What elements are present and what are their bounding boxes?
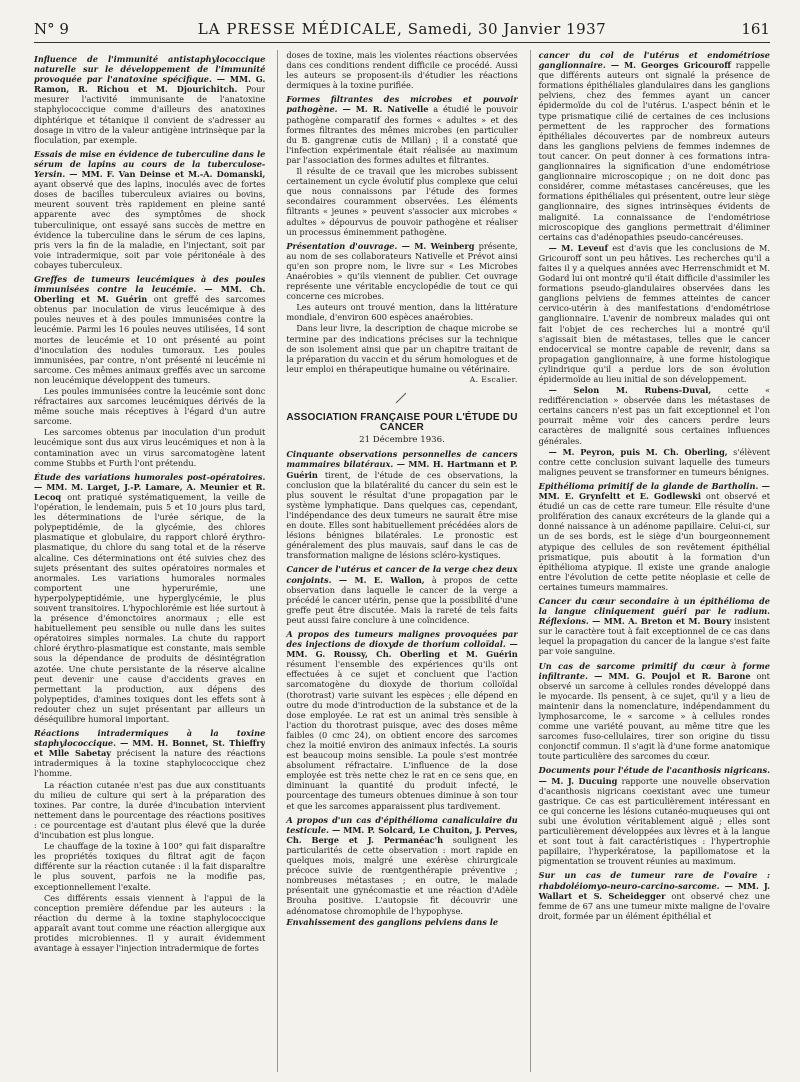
paragraph-body: ont observé et étudié un cas de cette rare tumeur. Elle résulte d'une prolifération des canaux excréteurs de la glande qui a donné naissance à un adénome papillaire. Celui-ci, sur un de ses bords, est le siège d'un bourgeonnement atypique des cellules de son revêtement épithélial prismatique, puis aboutit à la formation d'un épithélioma atypique. Il existe une grande analogie entre l'évolution de cette petite néoplasie et celle de certaines tumeurs mammaires. — [538, 491, 770, 592]
paragraph-body: ont observé un sarcome à cellules rondes développé dans le myocarde. Ils pensent, à ce sujet, qu'il y a lieu de maintenir dans la nomenclature, indépendamment du lymphosarcome, le « sarcome » à cellules rondes comme une variété pouvant, au même titre que les sarcomes fuso-cellulaires, tirer son origine du tissu conjonctif commun. Il s'agit là d'une forme anatomique toute particulière des sarcomes du cœur. — [538, 670, 770, 762]
paragraph-authors: — MM. G. Ramon, R. Richou et M. Djourichitch. — [34, 74, 266, 95]
divider-ornament — [286, 391, 517, 407]
paragraph-authors: — M. Peyron, puis M. Ch. Oberling, — [548, 446, 728, 457]
paragraph-heading: Cinquante observations personnelles de cancers mammaires bilatéraux. — [286, 449, 518, 470]
paragraph — [34, 54, 265, 145]
paragraph-authors: — M. R. Nativelle — [337, 104, 429, 115]
paragraph-body: doses de toxine, mais les violentes réactions observées dans ces conditions rendent difficile ce procédé. Aussi les auteurs se proposent-ils d'étudier les réactions dermiques à la toxine purifiée. — [286, 50, 518, 91]
paragraph-body: ayant observé que des lapins, inoculés avec de fortes doses de bacilles tuberculeux aviaires ou bovins, meurent souvent très rapidement en pleine santé apparente avec des symptômes de shock tuberculinique, ont essayé sans succès de mettre en évidence la tuberculine dans le sérum de ces lapins, pris vers la fin de la maladie, en l'injectant, soit par voie intradermique, soit par voie péritonéale à des cobayes tuberculeux. — [34, 179, 266, 270]
paragraph-authors: — M. Weinberg — [397, 240, 475, 251]
paragraph-body: est d'avis que les conclusions de M. Gricouroff sont un peu hâtives. Les recherches qu'il a faites il y a quelques années avec Herrenschmidt et M. Godard lui ont montré qu'il était difficile d'assimiler les formations pseudo-glandulaires observées dans les ganglions pelviens de femmes atteintes de cancer cervico-utérin à des manifestations d'endométriose ganglionnaire. L'avenir de nombreux malades qui ont fait l'objet de ces recherches lui a montré qu'il s'agissait bien de métastases, telles que le cancer endocervical se montre capable de revenir, dans sa propagation ganglionnaire, à une forme histologique cylindrique qu'il a perdue lors de son évolution épidermoïde au lieu initial de son développement. — [538, 242, 770, 384]
paragraph — [539, 50, 770, 242]
paragraph-heading: Formes filtrantes des microbes et pouvoir pathogène. — [286, 94, 518, 115]
paragraph-heading: Epithélioma primitif de la glande de Bartholin. — [538, 480, 759, 491]
paragraph-authors: — M. J. Ducuing — [538, 775, 618, 786]
paragraph — [286, 449, 517, 560]
paragraph — [286, 166, 517, 237]
paragraph-authors: — M. Leveuf — [548, 242, 609, 253]
paragraph-body: ont observé chez une femme de 67 ans une tumeur mixte maligne de l'ovaire droit, formée par un élément épithélial et — [538, 890, 770, 921]
paragraph-authors: — MM. G. Poujol et R. Barone — [587, 670, 751, 681]
paragraph-authors: — MM. M. Larget, J.-P. Lamare, A. Meunier et R. Lecoq — [34, 481, 266, 502]
paragraph-body: s'élèvent contre cette conclusion suivant laquelle des tumeurs malignes peuvent se transformer en tumeurs bénignes. — [538, 446, 770, 477]
paragraph-body: résument l'ensemble des expériences qu'ils ont effectuées à ce sujet et concluent que l'action sarcomatogène du dioxyde de thorium colloïdal (thorotrast) varie suivant les espèces ; elle dépend en outre du mode d'introduction de la substance et de la dose employée. Le rat est un animal très sensible à l'action du thorotrast puisque, avec des doses même faibles (0 cmc 24), on obtient encore des sarcomes chez la moitié environ des animaux infectés. La souris est beaucoup moins sensible. La poule s'est montrée absolument réfractaire. L'influence de la dose employée est très nette chez le rat en ce sens que, en diminuant la quantité du produit infecté, le pourcentage des tumeurs obtenues diminue à son tour et que les sarcomes apparaissent plus tardivement. — [286, 659, 518, 811]
paragraph-body: Les auteurs ont trouvé mention, dans la littérature mondiale, d'environ 600 espèces anaérobies. — [286, 302, 518, 323]
paragraph-body: Il résulte de ce travail que les microbes subissent certainement un cycle évolutif plus complexe que celui que nous connaissons par l'étude des formes secondaires couramment observées. Les éléments filtrants « jeunes » peuvent s'associer aux microbes « adultes » dépourvus de pouvoir pathogène et réaliser un processus éminemment pathogène. — [286, 166, 518, 237]
paragraph — [286, 917, 517, 927]
paragraph — [539, 243, 770, 384]
paragraph-heading: Essais de mise en évidence de tuberculine dans le sérum de lapins au cours de la tuberculose-Yersin. — [34, 148, 266, 180]
paragraph — [34, 728, 265, 778]
paragraph — [539, 870, 770, 920]
paragraph-body: précisent la nature des réactions intradermiques à la toxine staphylococcique chez l'homme. — [34, 748, 266, 779]
paragraph-authors: — MM. F. Van Deinse et M.-A. Domanski, — [65, 169, 266, 180]
paragraph-heading: A propos d'un cas d'épithélioma canaliculaire du testicule. — [286, 814, 518, 835]
paragraph-body: Dans leur livre, la description de chaque microbe se termine par des indications précises sur la technique de son isolement ainsi que par un chapitre traitant de la préparation du vaccin et du sérum homologues et de leur emploi en thérapeutique humaine ou vétérinaire. — [286, 323, 518, 374]
paragraph-authors: — Selon M. Rubens-Duval, — [548, 385, 712, 396]
paragraph-heading: A propos des tumeurs malignes provoquées par des injections de dioxyde de thorium colloïdal. — [286, 628, 518, 650]
paragraph — [286, 323, 517, 373]
paragraph-heading: Un cas de sarcome primitif du cœur à forme infiltrante. — [538, 660, 770, 681]
paragraph-body: rappelle que différents auteurs ont signalé la présence de formations épithéliales glandulaires dans les ganglions pelviens, chez des femmes ayant un cancer épidermoïde du col de l'utérus. L'aspect bénin et le type prismatique cilié de certaines de ces inclusions permettent de les rapprocher des formations épithéliales découvertes par de nombreux auteurs dans les ganglions pelviens de femmes indemnes de tout cancer. On peut donner à ces formations intra-ganglionnaires la signification d'une endométriose ganglionnaire microscopique ; on ne doit donc pas considérer, comme métastases cancéreuses, que les formations épithéliales qui présentent, outre leur siège ganglionnaire, des signes intrinsèques évidents de malignité. La connaissance de l'endométriose microscopique des ganglions permettrait d'éliminer certains cas d'adénopathies pseudo-cancéreuses. — [538, 60, 770, 242]
paragraph-heading: Greffes de tumeurs leucémiques à des poules immunisées contre la leucémie. — [34, 273, 266, 295]
paragraph-authors: — MM. Ch. Oberling et M. Guérin — [34, 284, 266, 305]
signature: A. Escalier. — [469, 374, 518, 384]
paragraph-body: à propos de cette observation dans laquelle le cancer de la verge a précédé le cancer utérin, pense que la possibilité d'une greffe peut être discutée. Mais la rareté de tels faits peut aussi faire conclure à une coïncidence. — [286, 574, 518, 625]
column-middle-top — [286, 50, 517, 374]
paragraph-body: a étudié le pouvoir pathogène comparatif des formes « adultes » et des formes filtrantes des mêmes microbes (en particulier du B. gangrenæ cutis de Millan) ; il a constaté que l'infection expérimentale était réalisée au maximum par l'association des formes adultes et filtrantes. — [286, 104, 518, 165]
paragraph-heading: cancer du col de l'utérus et endométriose ganglionnaire. — [538, 50, 770, 71]
paragraph-heading: Cancer du cœur secondaire à un épithélioma de la langue cliniquement guéri par le radium. Réflexions. — [538, 595, 770, 627]
page-number: 161 — [741, 20, 770, 38]
paragraph-authors: — MM. J. Wallart et S. Scheidegger — [538, 880, 770, 901]
paragraph — [286, 564, 517, 625]
paragraph-authors: — MM. H. Hartmann et P. Guérin — [286, 459, 518, 480]
paragraph-heading: Influence de l'immunité antistaphylococcique naturelle sur le développement de l'immunité provoquée par l'anatoxine spécifique. — [34, 54, 266, 85]
paragraph-body: La réaction cutanée n'est pas due aux constituants du milieu de culture qui sert à la préparation des toxines. Par contre, la durée d'incubation intervient nettement dans le pourcentage des réactions positives : ce pourcentage est d'autant plus élevé que la durée d'incubation est plus longue. — [34, 779, 266, 841]
paragraph — [539, 596, 770, 657]
paragraph — [34, 893, 265, 954]
paragraph-body: tirent, de l'étude de ces observations, la conclusion que la bilatéralité du cancer du sein est le plus souvent le résultat d'une propagation par le système lymphatique. Dans quelques cas, cependant, l'indépendance des deux tumeurs ne saurait être mise en doute. Elles sont habituellement précédées alors de lésions bénignes bilatérales. Le pronostic est généralement des plus mauvais, sauf dans le cas de transformation maligne de lésions scléro-kystiques. — [286, 469, 518, 561]
section-date: 21 Décembre 1936. — [359, 435, 445, 446]
text-columns — [34, 50, 770, 1072]
paragraph-authors: — MM. P. Solcard, Le Chuiton, J. Perves, Ch. Berge et J. Permanéac'h — [286, 824, 518, 845]
paragraph — [34, 472, 265, 724]
paragraph — [539, 481, 770, 592]
paragraph — [286, 815, 517, 916]
paragraph — [539, 765, 770, 866]
paragraph-heading: Réactions intradermiques à la toxine staphylococcique. — [34, 728, 266, 749]
paragraph-body: cette « redifférenciation » observée dans les métastases de certains cancers n'est pas un fait exceptionnel et l'on pourrait même voir des cancers perdre leurs caractères de malignité sous certaines influences générales. — [538, 385, 770, 446]
paragraph — [286, 50, 517, 90]
column-right — [530, 50, 770, 1072]
paragraph — [34, 386, 265, 426]
paragraph-body: Ces différents essais viennent à l'appui de la conception première défendue par les auteurs : la réaction du derme à la toxine staphylococcique apparaît avant tout comme une réaction allergique aux protides microbiennes. Il y aurait évidemment avantage à essayer l'injection intradermique de fortes — [34, 892, 266, 954]
paragraph — [34, 780, 265, 841]
paragraph-authors: — MM. A. Breton et M. Boury — [588, 616, 732, 627]
paragraph-body: ont greffé des sarcomes obtenus par inoculation de virus leucémique à des poules neuves et à des poules immunisées contre la leucémie. Parmi les 16 poules neuves utilisées, 14 sont mortes de leucémie et 10 ont présenté au point d'inoculation des nodules tumoraux. Les poules immunisées, par contre, n'ont présenté ni leucémie ni sarcome. Ces mêmes animaux greffés avec un sarcome non leucémique développent des tumeurs. — [34, 294, 266, 385]
paragraph-body: Les sarcomes obtenus par inoculation d'un produit leucémique sont dus aux virus leucémiques et non à la contamination avec un virus sarcomatogène latent comme Stubbs et Furth l'ont prétendu. — [34, 427, 266, 468]
paragraph-body: Les poules immunisées contre la leucémie sont donc réfractaires aux sarcomes leucémiques dérivés de la même souche mais réceptives à l'égard d'un autre sarcome. — [34, 386, 266, 427]
running-head — [34, 20, 770, 43]
section-title: ASSOCIATION FRANÇAISE POUR L'ÉTUDE DU CANCER — [286, 412, 518, 434]
column-middle — [277, 50, 517, 1072]
paragraph — [286, 241, 517, 302]
paragraph — [286, 94, 517, 165]
issue-date: , Samedi, 30 Janvier 1937 — [397, 20, 607, 38]
paragraph-heading: Envahissement des ganglions pelviens dans le — [286, 916, 499, 927]
paragraph-authors: — MM. G. Roussy, Ch. Oberling et M. Guérin — [286, 639, 518, 660]
paragraph — [34, 841, 265, 891]
journal-name: LA PRESSE MÉDICALE — [197, 20, 398, 38]
paragraph — [286, 629, 517, 811]
paragraph-heading: Présentation d'ouvrage. — [286, 240, 398, 251]
paragraph — [539, 661, 770, 762]
column-middle-bottom — [286, 449, 517, 926]
paragraph — [34, 274, 265, 385]
column-left — [34, 50, 265, 1072]
issue-number: N° 9 — [34, 20, 69, 38]
paragraph-authors: — M. Georges Gricouroff — [605, 60, 731, 71]
paragraph-body: ont pratiqué systématiquement, la veille de l'opération, le lendemain, puis 5 et 10 jours plus tard, les déterminations de l'urée sérique, de la polypeptidémie, de la glycémie, des chlores plasmatique et globulaire, du rapport chloré érythro-plasmatique, du chlore du sang total et de la réserve alcaline. Ces déterminations ont été suivies chez des sujets présentant des suites opératoires normales et anormales. Les variations humorales normales comportent une hyperurémie, une hyperpolypeptidémie, une hyperglycémie, le plus souvent transitoires. L'hypochlorémie est liée surtout à la présence d'émonctoires anormaux ; elle est habituellement peu sensible ou nulle dans les suites opératoires simples normales. La chute du rapport chloré érythro-plasmatique est constante, mais semble sous la dépendance de produits de désintégration azotée. Une chute persistante de la réserve alcaline peut devenir une cause d'accidents graves en permettant la production, aux dépens des polypeptides, d'amines toxiques dont les effets sont à redouter chez un sujet présentant par ailleurs un déséquilibre humoral important. — [34, 491, 266, 724]
paragraph — [539, 447, 770, 477]
paragraph-heading: Sur un cas de tumeur rare de l'ovaire : rhabdoléiomyo-neuro-carcino-sarcome. — [538, 870, 770, 891]
paragraph-heading: Cancer de l'utérus et cancer de la verge chez deux conjoints. — [286, 564, 518, 585]
paragraph — [286, 302, 517, 322]
paragraph-body: présente, au nom de ses collaborateurs Nativelle et Prévot ainsi qu'en son propre nom, le livre sur « Les Microbes Anaérobies » qu'ils viennent de publier. Cet ouvrage représente une véritable encyclopédie de tout ce qui concerne ces microbes. — [286, 240, 518, 302]
paragraph-body: soulignent les particularités de cette observation : mort rapide en quelques mois, malgré une exérèse chirurgicale précoce suivie de rœntgenthérapie préventive ; nombreuses métastases ; en outre, le malade présentait une gynécomastie et une réaction d'Adèle Brouha positive. L'autopsie fit découvrir une adénomatose chromophile de l'hypophyse. — [286, 834, 518, 916]
paragraph-body: Pour mesurer l'activité immunisante de l'anatoxine staphylococcique comme d'ailleurs des anatoxines diphtérique et tétanique il convient de s'adresser au dosage in vitro de la valeur antigène intrinsèque par la floculation, par exemple. — [34, 84, 266, 145]
paragraph-body: insistent sur le caractère tout à fait exceptionnel de ce cas dans lequel la propagation du cancer de la langue s'est faite par voie sanguine. — [538, 616, 770, 657]
paragraph — [34, 427, 265, 467]
paragraph-authors: — MM. H. Bonnet, St. Thieffry et Mlle Sabetay — [34, 738, 266, 759]
paragraph-heading: Documents pour l'étude de l'acanthosis nigricans. — [538, 765, 770, 776]
paragraph-heading: Étude des variations humorales post-opératoires. — [34, 471, 266, 482]
paragraph — [539, 385, 770, 446]
journal-title — [198, 20, 606, 38]
paragraph-body: rapporte une nouvelle observation d'acanthosis nigricans coexistant avec une tumeur gastrique. Ce cas est particulièrement intéressant en ce qui concerne les lésions cutanéo-muqueuses qui ont subi une évolution véritablement aiguë ; elles sont particulièrement développées aux lèvres et à la langue et sont tout à fait caractéristiques : l'hypertrophie papillaire, l'hyperkératose, la papillomatose et la pigmentation se trouvent réunies au maximum. — [538, 775, 770, 867]
paragraph-authors: — M. E. Wallon, — [331, 574, 425, 585]
paragraph — [34, 149, 265, 270]
paragraph-authors: — MM. E. Grynfeltt et E. Godlewski — [538, 480, 770, 502]
paragraph-body: Le chauffage de la toxine à 100° qui fait disparaître les propriétés toxiques du filtrat agit de façon différente sur la réaction cutanée : il la fait disparaître le plus souvent, parfois ne la modifie pas, exceptionnellement l'exalte. — [34, 841, 266, 892]
